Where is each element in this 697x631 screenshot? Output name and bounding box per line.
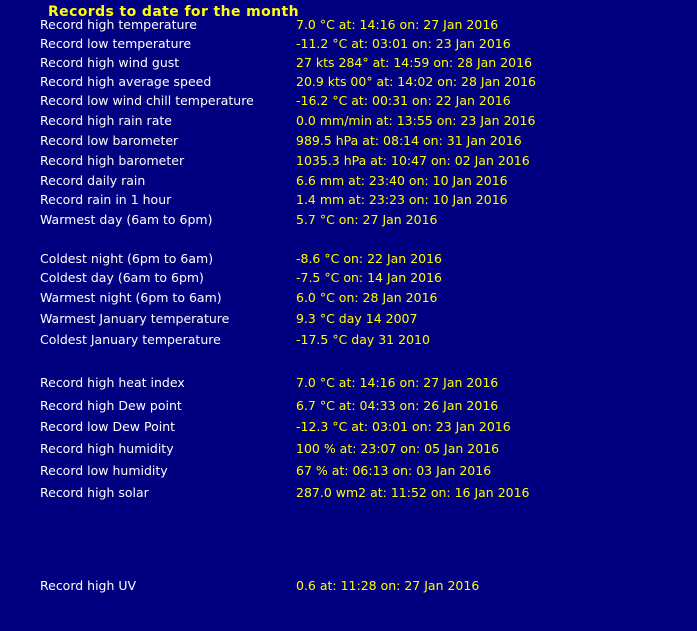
record-value: 0.0 mm/min at: 13:55 on: 23 Jan 2016	[296, 113, 536, 128]
record-label: Record high average speed	[40, 74, 212, 89]
record-value: 20.9 kts 00° at: 14:02 on: 28 Jan 2016	[296, 74, 536, 89]
record-label: Record high barometer	[40, 153, 185, 168]
record-value: 6.7 °C at: 04:33 on: 26 Jan 2016	[296, 398, 499, 413]
record-label: Record high heat index	[40, 375, 185, 390]
record-value: 1.4 mm at: 23:23 on: 10 Jan 2016	[296, 192, 508, 207]
record-row	[0, 251, 697, 269]
record-value: 0.6 at: 11:28 on: 27 Jan 2016	[296, 578, 480, 593]
record-row	[0, 311, 697, 329]
record-label: Warmest January temperature	[40, 311, 230, 326]
record-row	[0, 36, 697, 54]
record-label: Record low barometer	[40, 133, 179, 148]
record-value: -12.3 °C at: 03:01 on: 23 Jan 2016	[296, 419, 511, 434]
record-value: 27 kts 284° at: 14:59 on: 28 Jan 2016	[296, 55, 533, 70]
record-row	[0, 133, 697, 151]
record-row	[0, 332, 697, 350]
record-row	[0, 398, 697, 416]
record-row	[0, 55, 697, 73]
record-value: -17.5 °C day 31 2010	[296, 332, 430, 347]
record-value: -8.6 °C on: 22 Jan 2016	[296, 251, 443, 266]
record-label: Warmest night (6pm to 6am)	[40, 290, 222, 305]
record-label: Record high UV	[40, 578, 137, 593]
record-label: Record high wind gust	[40, 55, 180, 70]
record-row	[0, 441, 697, 459]
record-label: Record high Dew point	[40, 398, 182, 413]
record-label: Coldest January temperature	[40, 332, 221, 347]
record-label: Record low temperature	[40, 36, 192, 51]
record-label: Record rain in 1 hour	[40, 192, 172, 207]
record-value: 287.0 wm2 at: 11:52 on: 16 Jan 2016	[296, 485, 530, 500]
record-value: 7.0 °C at: 14:16 on: 27 Jan 2016	[296, 375, 499, 390]
record-label: Record low Dew Point	[40, 419, 176, 434]
record-value: 989.5 hPa at: 08:14 on: 31 Jan 2016	[296, 133, 522, 148]
record-label: Record daily rain	[40, 173, 146, 188]
record-row	[0, 419, 697, 437]
record-row	[0, 485, 697, 503]
page-title: Records to date for the month	[48, 4, 299, 20]
record-row	[0, 375, 697, 393]
record-value: 67 % at: 06:13 on: 03 Jan 2016	[296, 463, 492, 478]
record-row	[0, 173, 697, 191]
record-value: -7.5 °C on: 14 Jan 2016	[296, 270, 443, 285]
record-label: Record high solar	[40, 485, 149, 500]
record-label: Record high rain rate	[40, 113, 172, 128]
record-value: 6.0 °C on: 28 Jan 2016	[296, 290, 438, 305]
record-row	[0, 153, 697, 171]
record-value: 100 % at: 23:07 on: 05 Jan 2016	[296, 441, 500, 456]
record-label: Record high temperature	[40, 17, 197, 32]
record-label: Coldest day (6am to 6pm)	[40, 270, 204, 285]
record-value: -11.2 °C at: 03:01 on: 23 Jan 2016	[296, 36, 511, 51]
record-row	[0, 212, 697, 230]
record-row	[0, 290, 697, 308]
record-label: Warmest day (6am to 6pm)	[40, 212, 213, 227]
record-row	[0, 463, 697, 481]
record-row	[0, 74, 697, 92]
record-row	[0, 17, 697, 35]
record-value: 6.6 mm at: 23:40 on: 10 Jan 2016	[296, 173, 508, 188]
record-row	[0, 270, 697, 288]
record-label: Coldest night (6pm to 6am)	[40, 251, 214, 266]
record-value: 9.3 °C day 14 2007	[296, 311, 418, 326]
record-label: Record high humidity	[40, 441, 174, 456]
record-row	[0, 192, 697, 210]
record-value: -16.2 °C at: 00:31 on: 22 Jan 2016	[296, 93, 511, 108]
record-row	[0, 113, 697, 131]
record-value: 1035.3 hPa at: 10:47 on: 02 Jan 2016	[296, 153, 530, 168]
record-label: Record low humidity	[40, 463, 168, 478]
record-row	[0, 93, 697, 111]
record-value: 7.0 °C at: 14:16 on: 27 Jan 2016	[296, 17, 499, 32]
record-value: 5.7 °C on: 27 Jan 2016	[296, 212, 438, 227]
record-label: Record low wind chill temperature	[40, 93, 254, 108]
record-row	[0, 578, 697, 596]
